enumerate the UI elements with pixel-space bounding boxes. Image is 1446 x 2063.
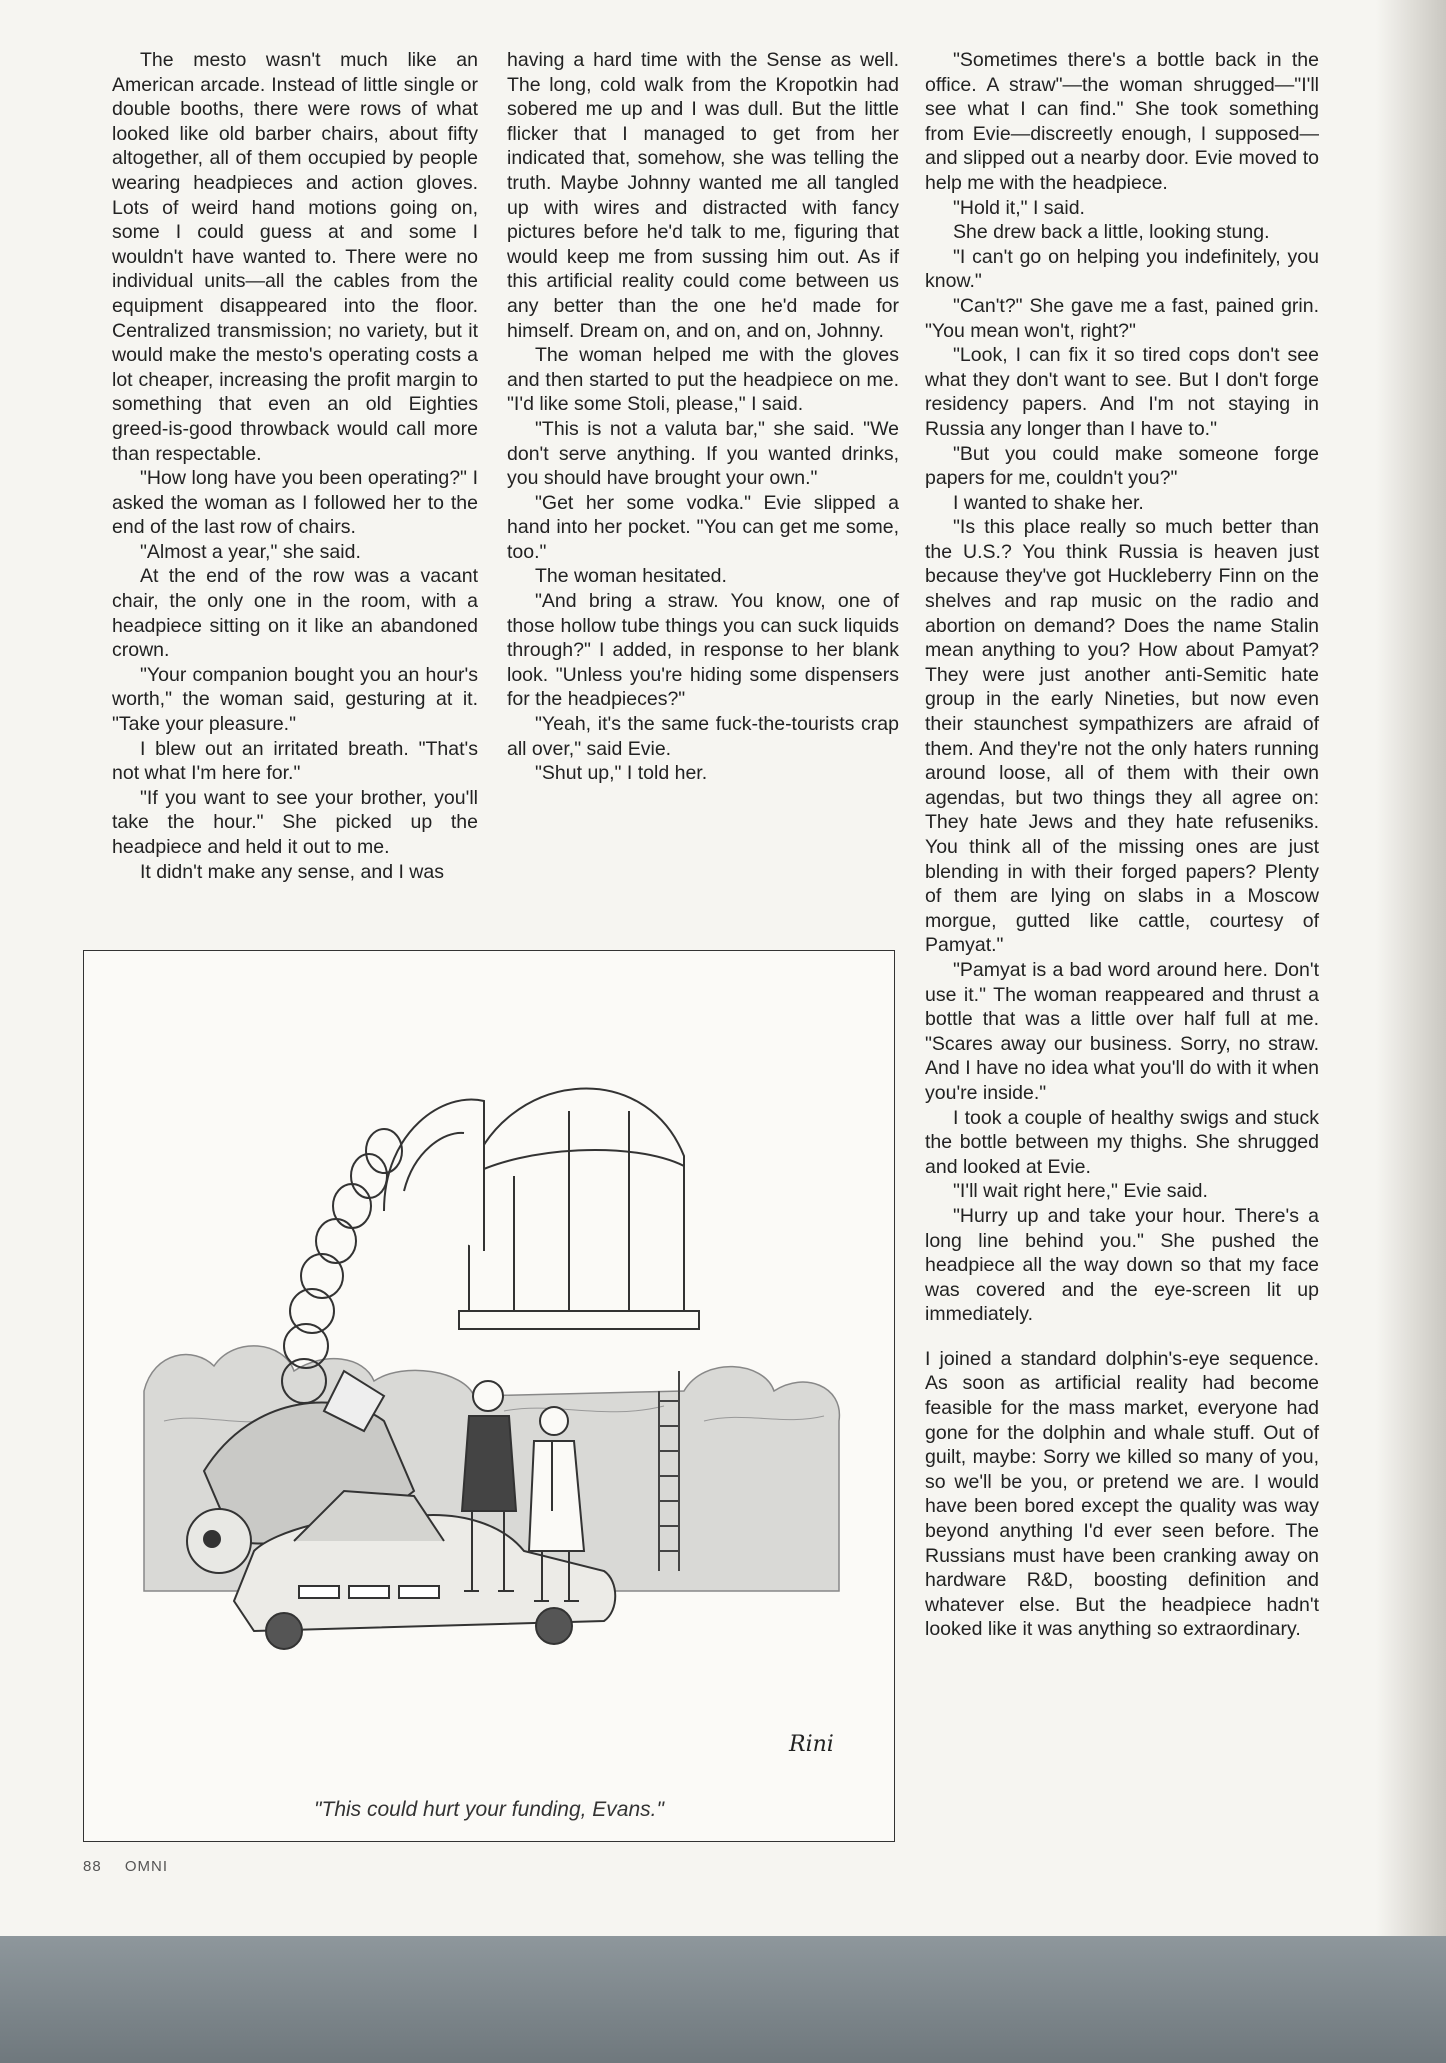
paragraph: "Can't?" She gave me a fast, pained grin. "You mean won't, right?"	[925, 294, 1319, 342]
paragraph: "Yeah, it's the same fuck-the-tourists crap all over," said Evie.	[507, 713, 899, 760]
paragraph: "And bring a straw. You know, one of those hollow tube things you can suck liquids through?" I added, in response to her blank look. "Unless you're hiding some dispensers for the headpieces?"	[507, 590, 899, 711]
page-gutter-shadow	[1376, 0, 1446, 1936]
paragraph: I took a couple of healthy swigs and stuck the bottle between my thighs. She shrugged and looked at Evie.	[925, 1106, 1319, 1178]
paragraph: "Your companion bought you an hour's worth," the woman said, gesturing at it. "Take your pleasure."	[112, 663, 478, 736]
paragraph: It didn't make any sense, and I was	[140, 860, 444, 883]
page-number: 88	[83, 1858, 102, 1875]
paragraph: "Is this place really so much better than the U.S.? You think Russia is heaven just because they've got Huckleberry Finn on the shelves and rap music on the radio and abortion on demand? Does the name Stalin mean anything to you? How about Pamyat? They were just another anti-Semitic hate group in the early Nineties, but now even their staunchest sympathizers are afraid of them. And they're not the only haters running around loose, all of them with their own agendas, but two things they all agree on: They hate Jews and they hate refuseniks. You think all of the missing ones are just blending in with their forged papers? Plenty of them are lying on slabs in a Moscow morgue, gutted like cattle, courtesy of Pamyat."	[925, 516, 1319, 957]
paragraph: "Sometimes there's a bottle back in the office. A straw"—the woman shrugged—"I'll see what I can find." She took something from Evie—discreetly enough, I supposed—and slipped out a nearby door. Evie moved to help me with the headpiece.	[925, 49, 1319, 194]
page-folio	[83, 1858, 186, 1875]
paragraph: "Look, I can fix it so tired cops don't see what they don't want to see. But I don't forge residency papers. And I'm not staying in Russia any longer than I have to."	[925, 344, 1319, 440]
cartoon-illustration	[83, 950, 895, 1842]
paragraph: "Get her some vodka." Evie slipped a hand into her pocket. "You can get me some, too."	[507, 491, 899, 563]
paragraph: She drew back a little, looking stung.	[953, 221, 1270, 244]
paragraph: "But you could make someone forge papers for me, couldn't you?"	[925, 442, 1319, 490]
paragraph: "This is not a valuta bar," she said. "We don't serve anything. If you wanted drinks, you should have brought your own."	[507, 417, 899, 490]
cartoon-drawing	[84, 951, 894, 1841]
paragraph: The woman hesitated.	[535, 565, 727, 588]
paragraph: "How long have you been operating?" I asked the woman as I followed her to the end of the last row of chairs.	[112, 467, 478, 539]
paragraph: At the end of the row was a vacant chair, the only one in the room, with a headpiece sitting on it like an abandoned crown.	[112, 565, 478, 662]
paragraph: "If you want to see your brother, you'll take the hour." She picked up the headpiece and held it out to me.	[112, 786, 478, 858]
paragraph: "Almost a year," she said.	[140, 540, 361, 563]
observatory-dome	[384, 1089, 699, 1329]
paragraph: "Hold it," I said.	[953, 196, 1085, 219]
paragraph: "Shut up," I told her.	[535, 762, 708, 785]
paragraph: I wanted to shake her.	[953, 491, 1144, 514]
magazine-name: OMNI	[124, 1858, 169, 1875]
cartoon-caption: "This could hurt your funding, Evans."	[314, 1798, 664, 1821]
paragraph: I blew out an irritated breath. "That's not what I'm here for."	[112, 737, 478, 785]
artist-signature: Rini	[789, 1732, 834, 1757]
section-paragraph: I joined a standard dolphin's-eye sequence. As soon as artificial reality had become feasible for the mass market, everyone had gone for the dolphin and whale stuff. Out of guilt, maybe: Sorry we killed so many of you, so we'll be you, or pretend we are. I would have been bored except the quality was way beyond anything I'd ever seen before. The Russians must have been cranking away on hardware R&D, boosting definition and whatever else. But the headpiece hadn't looked like it was anything so extraordinary.	[925, 1347, 1319, 1641]
scan-background	[0, 1936, 1446, 2063]
paragraph: The mesto wasn't much like an American arcade. Instead of little single or double booths, there were rows of what looked like old barber chairs, about fifty altogether, all of them occupied by people wearing headpieces and action gloves. Lots of weird hand motions going on, some I could guess at and some I wouldn't have wanted to. There were no individual units—all the cables from the equipment disappeared into the floor. Centralized transmission; no variety, but it would make the mesto's operating costs a lot cheaper, increasing the profit margin to something that even an old Eighties greed-is-good throwback would call more than respectable.	[112, 49, 478, 465]
text-column-2	[507, 48, 899, 786]
paragraph: "I'll wait right here," Evie said.	[953, 1180, 1208, 1203]
paragraph: "Pamyat is a bad word around here. Don't use it." The woman reappeared and thrust a bottle that was a little over half full at me. "Scares away our business. Sorry, no straw. And I have no idea what you'll do with it when you're inside."	[925, 958, 1319, 1104]
paragraph: "I can't go on helping you indefinitely, you know."	[925, 245, 1319, 293]
paragraph: having a hard time with the Sense as well. The long, cold walk from the Kropotkin had sobered me up and I was dull. But the little flicker that I managed to get from her indicated that, somehow, she was telling the truth. Maybe Johnny wanted me all tangled up with wires and distracted with fancy pictures before he'd talk to me, figuring that would keep me from sussing him out. As if this artificial reality could come between us any better than the one he'd made for himself. Dream on, and on, and on, Johnny.	[507, 49, 899, 342]
paragraph: "Hurry up and take your hour. There's a long line behind you." She pushed the headpiece all the way down so that my face was covered and the eye-screen lit up immediately.	[925, 1204, 1319, 1326]
text-column-1	[112, 48, 478, 884]
paragraph: The woman helped me with the gloves and then started to put the headpiece on me. "I'd like some Stoli, please," I said.	[507, 344, 899, 416]
text-column-3	[925, 48, 1319, 1642]
